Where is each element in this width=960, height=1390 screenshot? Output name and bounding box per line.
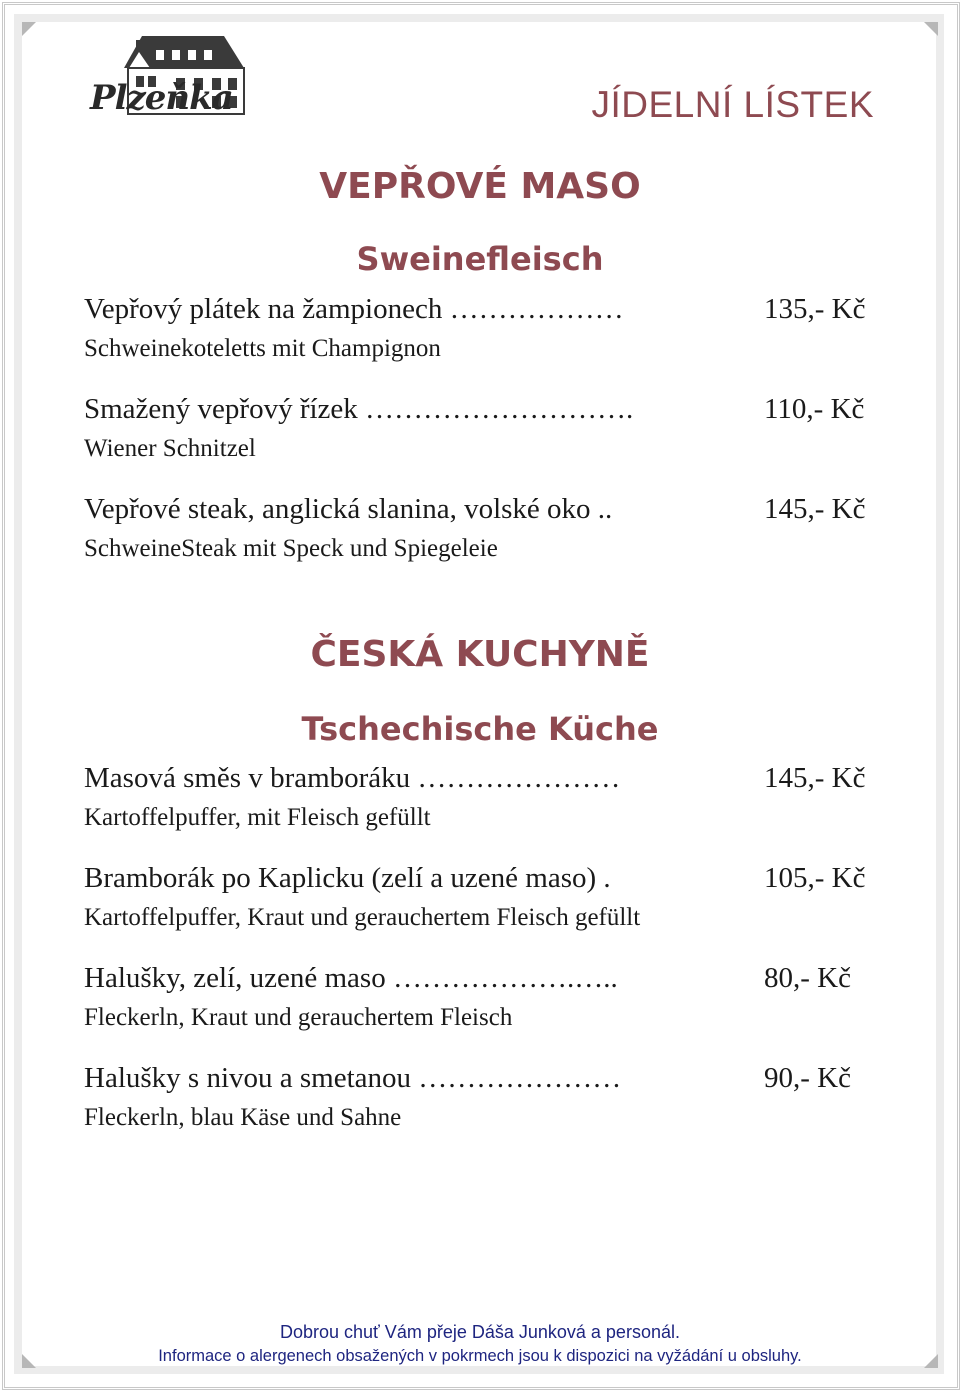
restaurant-logo — [84, 28, 254, 128]
item-price: 80,- Kč — [764, 962, 851, 994]
item-price: 105,- Kč — [764, 862, 866, 894]
menu-item — [84, 293, 884, 373]
item-name: Vepřové steak, anglická slanina, volské oko .. — [84, 493, 613, 525]
section-title-czech-cuisine: ČESKÁ KUCHYNĚ — [310, 634, 650, 675]
item-name: Smažený vepřový řízek ………………………. — [84, 393, 634, 425]
item-price: 145,- Kč — [764, 762, 866, 794]
page-frame-inner — [14, 14, 944, 1374]
item-name-german: Wiener Schnitzel — [84, 435, 256, 462]
menu-item — [84, 762, 884, 842]
item-name: Vepřový plátek na žampionech ……………… — [84, 293, 624, 325]
corner-ornament-top-left — [22, 22, 36, 36]
item-price: 135,- Kč — [764, 293, 866, 325]
menu-item — [84, 493, 884, 573]
item-price: 90,- Kč — [764, 1062, 851, 1094]
menu-item — [84, 393, 884, 473]
item-name-german: Kartoffelpuffer, mit Fleisch gefüllt — [84, 804, 431, 831]
section-subtitle-pork: Sweinefleisch — [356, 240, 604, 278]
section-title-pork: VEPŘOVÉ MASO — [319, 166, 641, 207]
item-name-german: Kartoffelpuffer, Kraut und gerauchertem Fleisch gefüllt — [84, 904, 641, 931]
item-name: Halušky, zelí, uzené maso ……………….….. — [84, 962, 618, 994]
item-price: 110,- Kč — [764, 393, 865, 425]
item-name-german: Schweinekoteletts mit Champignon — [84, 335, 441, 362]
menu-item — [84, 962, 884, 1042]
menu-item — [84, 862, 884, 942]
item-price: 145,- Kč — [764, 493, 866, 525]
footer-allergen-notice: Informace o alergenech obsažených v pokrmech jsou k dispozici na vyžádání u obsluhy. — [158, 1347, 802, 1365]
menu-title: JÍDELNÍ LÍSTEK — [591, 84, 874, 125]
item-name: Masová směs v bramboráku ………………… — [84, 762, 621, 794]
corner-ornament-top-right — [924, 22, 938, 36]
item-name-german: Fleckerln, blau Käse und Sahne — [84, 1104, 402, 1131]
section-subtitle-czech-cuisine: Tschechische Küche — [301, 710, 659, 748]
logo-wordmark: Plzeňka — [90, 78, 233, 118]
footer-greeting: Dobrou chuť Vám přeje Dáša Junková a personál. — [280, 1322, 680, 1342]
item-name: Halušky s nivou a smetanou ………………… — [84, 1062, 622, 1094]
item-name-german: SchweineSteak mit Speck und Spiegeleie — [84, 535, 498, 562]
item-name: Bramborák po Kaplicku (zelí a uzené maso) . — [84, 862, 611, 894]
menu-item — [84, 1062, 884, 1142]
item-name-german: Fleckerln, Kraut und gerauchertem Fleisch — [84, 1004, 513, 1031]
